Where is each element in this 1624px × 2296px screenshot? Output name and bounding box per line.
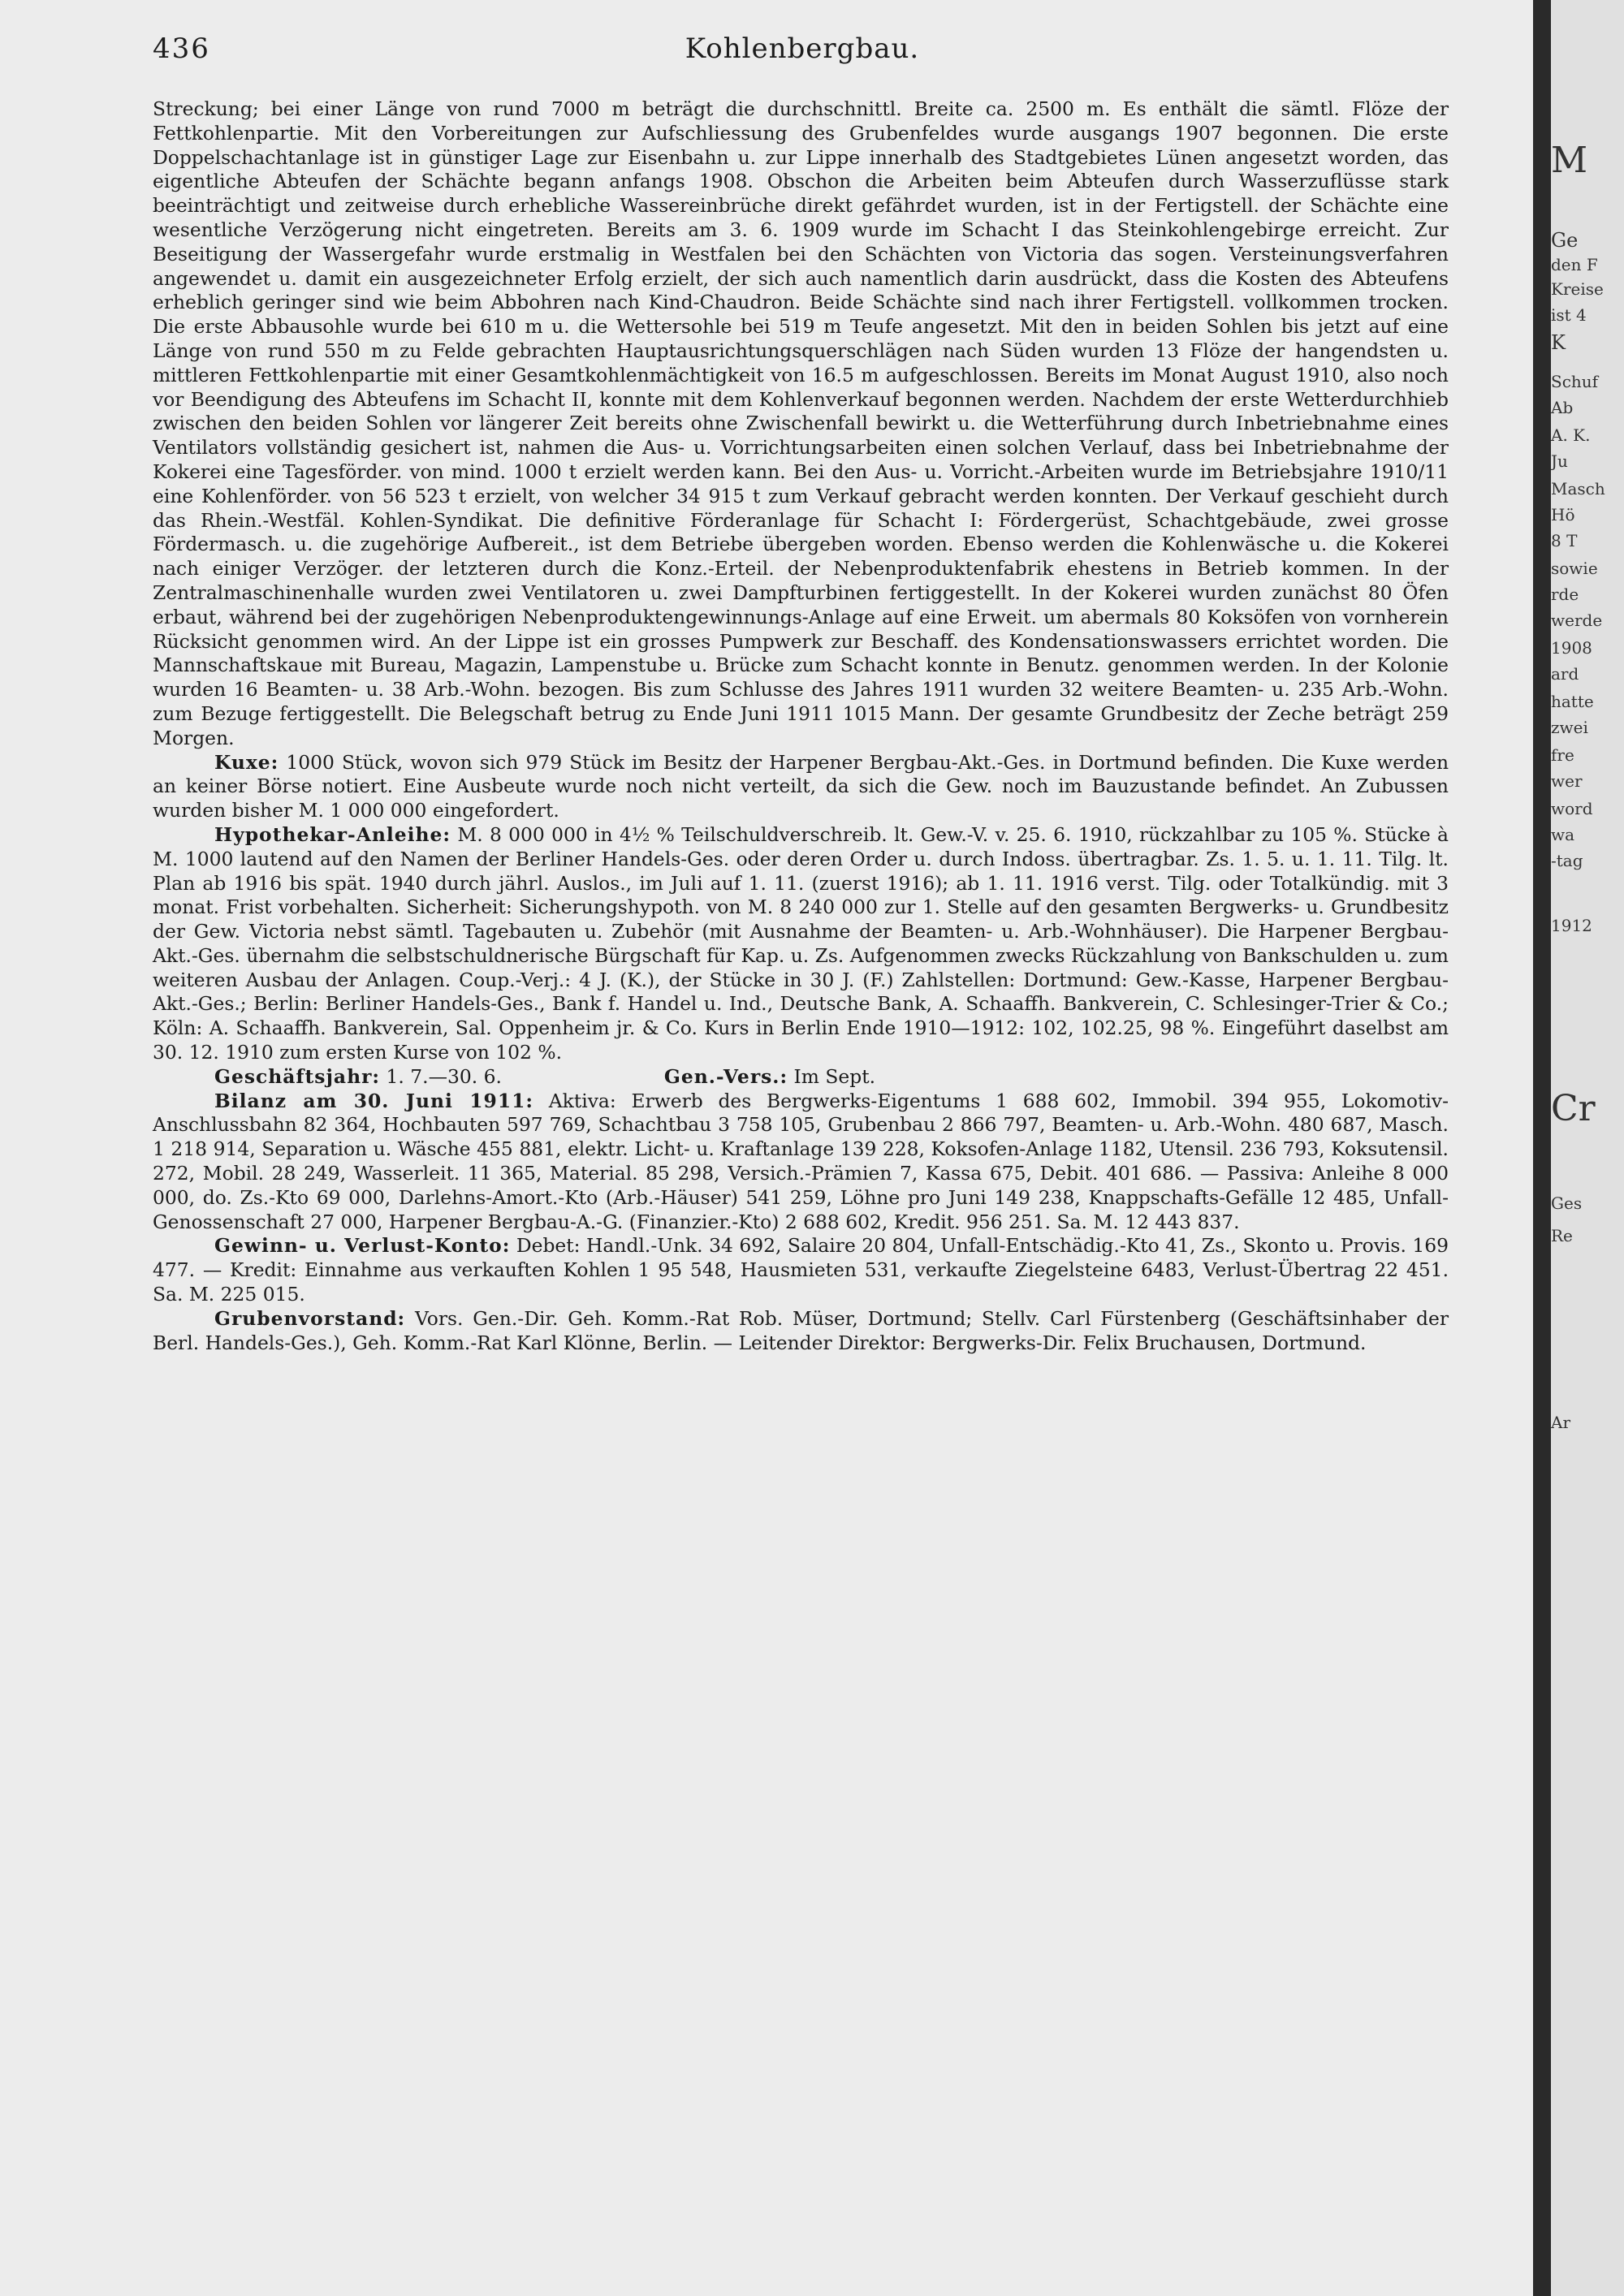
facing-page-fragment: zwei	[1551, 718, 1588, 737]
paragraph-text: 1. 7.—30. 6.	[386, 1064, 502, 1088]
facing-page-fragment: 8 T	[1551, 531, 1578, 550]
facing-page-fragment: Ar	[1551, 1413, 1571, 1432]
paragraph	[153, 751, 1449, 823]
page-header	[153, 32, 1452, 71]
facing-page-fragment: -tag	[1551, 851, 1583, 870]
facing-page-fragment: Kreise	[1551, 279, 1604, 299]
paragraph	[153, 1307, 1449, 1356]
facing-page-fragment: hatte	[1551, 692, 1594, 711]
paragraph	[153, 1234, 1449, 1306]
paragraph	[153, 823, 1449, 1065]
facing-page-fragment: Schuf	[1551, 372, 1599, 391]
facing-page-fragment: den F	[1551, 255, 1598, 274]
facing-page-fragment: ist 4	[1551, 305, 1587, 325]
facing-page-fragment: word	[1551, 799, 1593, 818]
paragraph	[153, 1065, 1449, 1090]
facing-page-fragment: 1912	[1551, 916, 1592, 935]
facing-page-edge	[1551, 0, 1624, 2296]
paragraph-text: Aktiva: Erwerb des Bergwerks-Eigentums 1 688 602, Immobil. 394 955, Lokomotiv-Anschlussbahn 82 364, Hochbauten 597 769, Schachtbau 3 758 105, Grubenbau 2 866 797, Beamten- u. Arb.-Wohn. 480 687, Masch. 1 218 914, Separation u. Wäsche 455 881, elektr. Licht- u. Kraftanlage 139 228, Koksofen-Anlage 1182, Utensil. 236 793, Koksutensil. 272, Mobil. 28 249, Wasserleit. 11 365, Material. 85 298, Versich.-Prämien 7, Kassa 675, Debit. 401 686. — Passiva: Anleihe 8 000 000, do. Zs.-Kto 69 000, Darlehns-Amort.-Kto (Arb.-Häuser) 541 259, Löhne pro Juni 149 238, Knappschafts-Gefälle 12 485, Unfall-Genossenschaft 27 000, Harpener Bergbau-A.-G. (Finanzier.-Kto) 2 688 602, Kredit. 956 251. Sa. M. 12 443 837.	[153, 1089, 1449, 1233]
facing-page-fragment: Ju	[1551, 451, 1568, 471]
facing-page-fragment: ard	[1551, 664, 1579, 684]
facing-page-fragment: Ges	[1551, 1193, 1583, 1213]
facing-page-fragment: wa	[1551, 825, 1575, 844]
facing-page-fragment: Ab	[1551, 398, 1574, 417]
section-label: Gewinn- u. Verlust-Konto:	[214, 1234, 511, 1258]
paragraph-text: Debet: Handl.-Unk. 34 692, Salaire 20 804, Unfall-Entschädig.-Kto 41, Zs., Skonto u. Provis. 169 477. — Kredit: Einnahme aus verkauften Kohlen 1 95 548, Hausmieten 531, verkaufte Ziegelsteine 6483, Verlust-Übertrag 22 451. Sa. M. 225 015.	[153, 1234, 1449, 1306]
paragraph-text: Im Sept.	[793, 1064, 876, 1088]
facing-page-fragment: rde	[1551, 585, 1579, 604]
facing-page-fragment: wer	[1551, 771, 1583, 791]
paragraph-text: 1000 Stück, wovon sich 979 Stück im Besitz der Harpener Bergbau-Akt.-Ges. in Dortmund befinden. Die Kuxe werden an keiner Börse notiert. Eine Ausbeute wurde noch nicht verteilt, da sich die Gew. noch im Bauzustande befindet. An Zubussen wurden bisher M. 1 000 000 eingefordert.	[153, 750, 1449, 822]
section-label: Grubenvorstand:	[214, 1306, 406, 1330]
facing-page-fragment: sowie	[1551, 559, 1598, 578]
page-number: 436	[153, 32, 210, 65]
facing-page-fragment: werde	[1551, 611, 1603, 630]
facing-page-fragment: K	[1551, 331, 1566, 354]
book-gutter	[1533, 0, 1551, 2296]
paragraph	[153, 97, 1449, 751]
facing-page-fragment: Ge	[1551, 229, 1579, 252]
section-label: Kuxe:	[214, 750, 279, 774]
section-label: Geschäftsjahr:	[214, 1064, 381, 1088]
paragraph-text: Vors. Gen.-Dir. Geh. Komm.-Rat Rob. Müser, Dortmund; Stellv. Carl Fürstenberg (Geschäftsinhaber der Berl. Handels-Ges.), Geh. Komm.-Rat Karl Klönne, Berlin. — Leitender Direktor: Bergwerks-Dir. Felix Bruchausen, Dortmund.	[153, 1306, 1449, 1354]
paragraph-text: M. 8 000 000 in 4½ % Teilschuldverschreib. lt. Gew.-V. v. 25. 6. 1910, rückzahlbar zu 105 %. Stücke à M. 1000 lautend auf den Namen der Berliner Handels-Ges. oder deren Order u. durch Indoss. übertragbar. Zs. 1. 5. u. 1. 11. Tilg. lt. Plan ab 1916 bis spät. 1940 durch jährl. Auslos., im Juli auf 1. 11. (zuerst 1916); ab 1. 11. 1916 verst. Tilg. oder Totalkündig. mit 3 monat. Frist vorbehalten. Sicherheit: Sicherungshypoth. von M. 8 240 000 zur 1. Stelle auf den gesamten Bergwerks- u. Grundbesitz der Gew. Victoria nebst sämtl. Tagebauten u. Zubehör (mit Ausnahme der Beamten- u. Arb.-Wohnhäuser). Die Harpener Bergbau-Akt.-Ges. übernahm die selbstschuldnerische Bürgschaft für Kap. u. Zs. Aufgenommen zwecks Rückzahlung von Bankschulden u. zum weiteren Ausbau der Anlagen. Coup.-Verj.: 4 J. (K.), der Stücke in 30 J. (F.) Zahlstellen: Dortmund: Gew.-Kasse, Harpener Bergbau-Akt.-Ges.; Berlin: Berliner Handels-Ges., Bank f. Handel u. Ind., Deutsche Bank, A. Schaaffh. Bankverein, C. Schlesinger-Trier & Co.; Köln: A. Schaaffh. Bankverein, Sal. Oppenheim jr. & Co. Kurs in Berlin Ende 1910—1912: 102, 102.25, 98 %. Eingeführt daselbst am 30. 12. 1910 zum ersten Kurse von 102 %.	[153, 822, 1449, 1064]
section-label: Hypothekar-Anleihe:	[214, 822, 451, 846]
facing-page-fragment: M	[1551, 140, 1588, 181]
facing-page-fragment: Cr	[1551, 1088, 1596, 1129]
facing-page-fragment: A. K.	[1551, 425, 1591, 445]
section-label: Gen.-Vers.:	[663, 1064, 788, 1088]
paragraph	[153, 1090, 1449, 1235]
body-text	[153, 97, 1449, 1355]
facing-page-fragment: Masch	[1551, 479, 1605, 498]
facing-page-fragment: 1908	[1551, 638, 1592, 658]
facing-page-fragment: Re	[1551, 1226, 1573, 1245]
section-label: Bilanz am 30. Juni 1911:	[214, 1089, 534, 1112]
facing-page-fragment: fre	[1551, 745, 1574, 765]
facing-page-fragment: Hö	[1551, 505, 1575, 524]
paragraph-text: Streckung; bei einer Länge von rund 7000 m beträgt die durchschnittl. Breite ca. 2500 m. Es enthält die sämtl. Flöze der Fettkohlenpartie. Mit den Vorbereitungen zur Aufschliessung des Grubenfeldes wurde ausgangs 1907 begonnen. Die erste Doppelschachtanlage ist in günstiger Lage zur Eisenbahn u. zur Lippe innerhalb des Stadtgebietes Lünen angesetzt worden, das eigentliche Abteufen der Schächte begann anfangs 1908. Obschon die Arbeiten beim Abteufen durch Wasserzuflüsse stark beeinträchtigt und zeitweise durch erhebliche Wassereinbrüche direkt gefährdet wurden, ist in der Fertigstell. der Schächte eine wesentliche Verzögerung nicht eingetreten. Bereits am 3. 6. 1909 wurde im Schacht I das Steinkohlengebirge erreicht. Zur Beseitigung der Wassergefahr wurde erstmalig in Westfalen bei den Schächten von Victoria das sogen. Versteinungsverfahren angewendet u. damit ein ausgezeichneter Erfolg erzielt, der sich auch namentlich darin ausdrückt, dass die Kosten des Abteufens erheblich geringer sind wie beim Abbohren nach Kind-Chaudron. Beide Schächte sind nach ihrer Fertigstell. vollkommen trocken. Die erste Abbausohle wurde bei 610 m u. die Wettersohle bei 519 m Teufe angesetzt. Mit den in beiden Sohlen bis jetzt auf eine Länge von rund 550 m zu Felde gebrachten Hauptausrichtungsquerschlägen nach Süden wurden 13 Flöze der hangendsten u. mittleren Fettkohlenpartie mit einer Gesamtkohlenmächtigkeit von 16.5 m aufgeschlossen. Bereits im Monat August 1910, also noch vor Beendigung des Abteufens im Schacht II, konnte mit dem Kohlenverkauf begonnen werden. Nachdem der erste Wetterdurchhieb zwischen den beiden Sohlen vor längerer Zeit bereits ohne Zwischenfall bewirkt u. die Wetterführung durch Inbetriebnahme eines Ventilators vollständig gesichert ist, nahmen die Aus- u. Vorrichtungsarbeiten einen solchen Verlauf, dass bei Inbetriebnahme der Kokerei eine Tagesförder. von mind. 1000 t erzielt werden kann. Bei den Aus- u. Vorricht.-Arbeiten wurde im Betriebsjahre 1910/11 eine Kohlenförder. von 56 523 t erzielt, von welcher 34 915 t zum Verkauf gebracht werden konnten. Der Verkauf geschieht durch das Rhein.-Westfäl. Kohlen-Syndikat. Die definitive Förderanlage für Schacht I: Fördergerüst, Schachtgebäude, zwei grosse Fördermasch. u. die zugehörige Aufbereit., ist dem Betriebe übergeben worden. Ebenso werden die Kohlenwäsche u. die Kokerei nach einiger Verzöger. der letzteren durch die Konz.-Erteil. der Nebenproduktenfabrik ehestens in Betrieb kommen. In der Zentralmaschinenhalle wurden zwei Ventilatoren u. zwei Dampfturbinen fertiggestellt. In der Kokerei wurden zunächst 80 Öfen erbaut, während bei der zugehörigen Nebenproduktengewinnungs-Anlage auf eine Erweit. um abermals 80 Koksöfen von vornherein Rücksicht genommen wird. An der Lippe ist ein grosses Pumpwerk zur Beschaff. des Kondensationswassers errichtet worden. Die Mannschaftskaue mit Bureau, Magazin, Lampenstube u. Brücke zum Schacht konnte in Benutz. genommen werden. In der Kolonie wurden 16 Beamten- u. 38 Arb.-Wohn. bezogen. Bis zum Schlusse des Jahres 1911 wurden 32 weitere Beamten- u. 235 Arb.-Wohn. zum Bezuge fertiggestellt. Die Belegschaft betrug zu Ende Juni 1911 1015 Mann. Der gesamte Grundbesitz der Zeche beträgt 259 Morgen.	[153, 97, 1449, 749]
running-title: Kohlenbergbau.	[685, 32, 920, 65]
